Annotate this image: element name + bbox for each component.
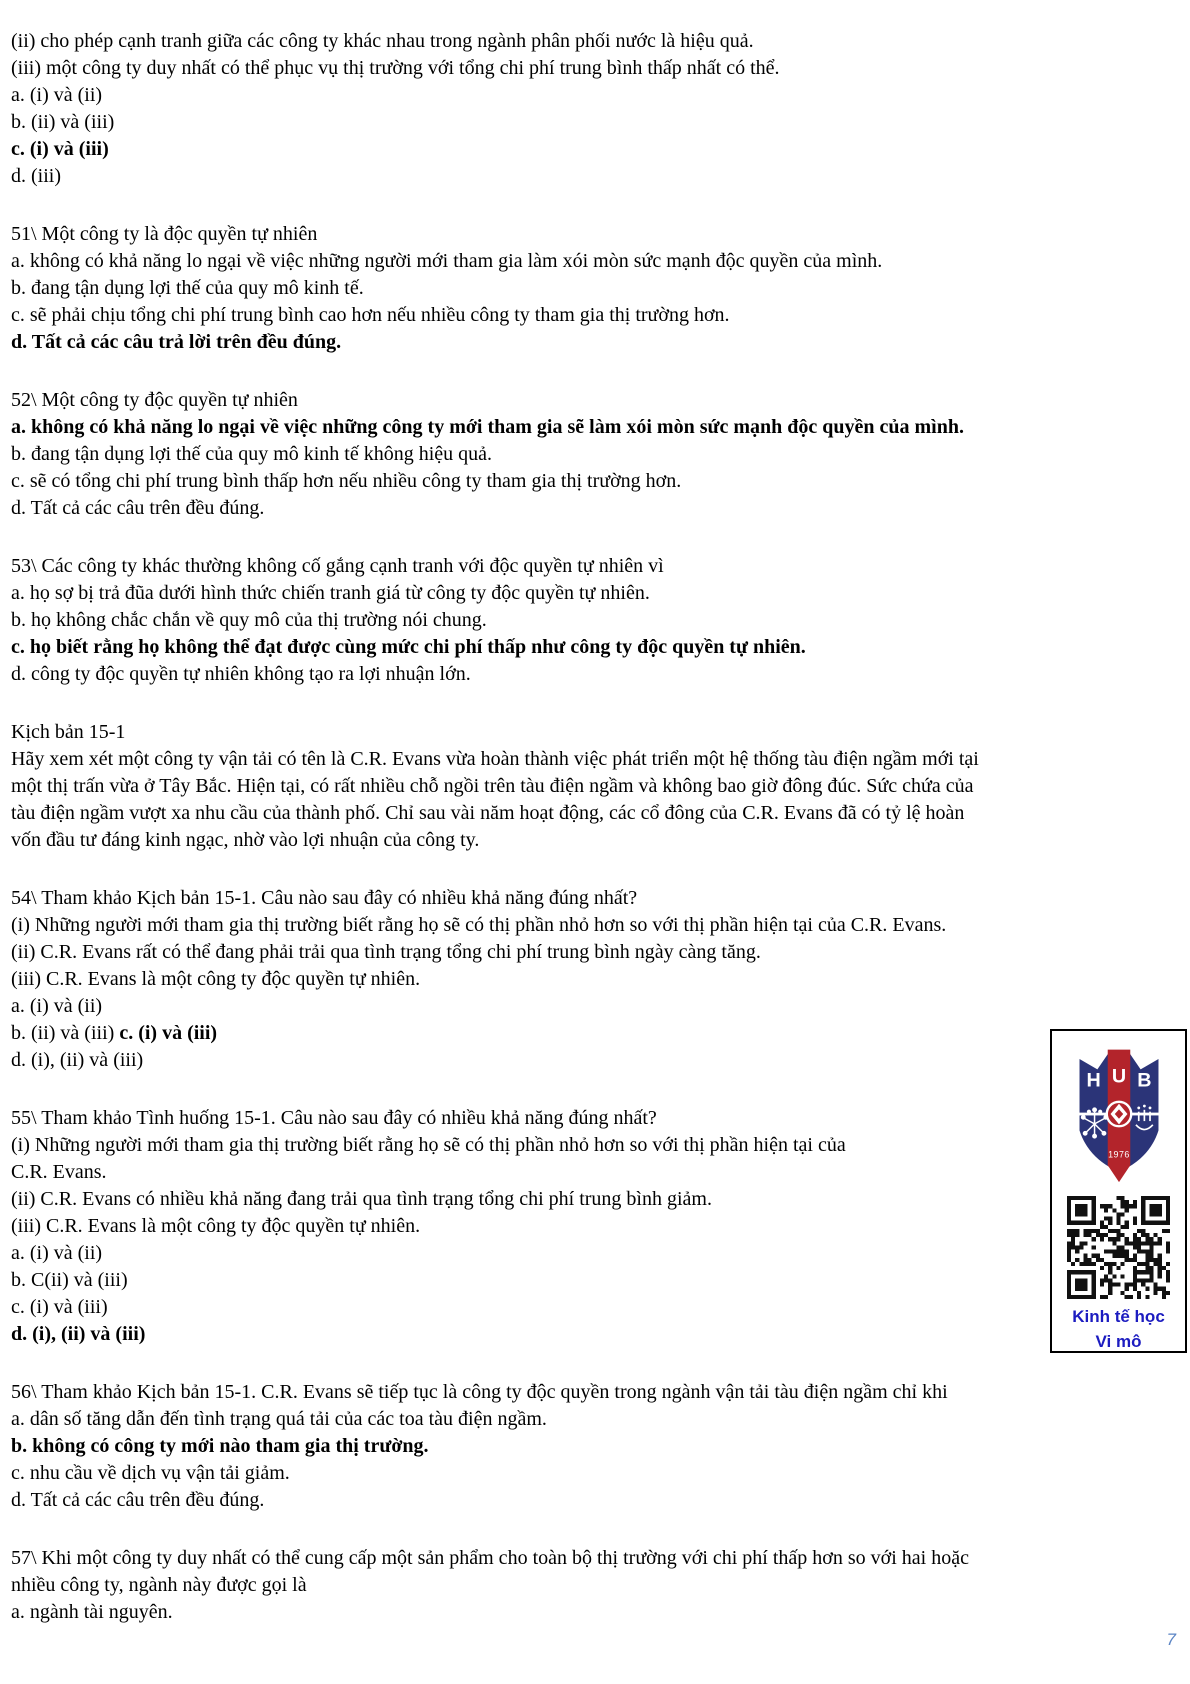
line-segment: c. nhu cầu về dịch vụ vận tải giảm. [11, 1462, 290, 1484]
line-segment: d. Tất cả các câu trả lời trên đều đúng. [11, 331, 342, 353]
document-line [11, 1240, 1182, 1267]
document-line [11, 329, 1182, 356]
document-line [11, 912, 1182, 939]
line-segment: vốn đầu tư đáng kinh ngạc, nhờ vào lợi nhuận của công ty. [11, 829, 480, 851]
line-segment: 57\ Khi một công ty duy nhất có thể cung cấp một sản phẩm cho toàn bộ thị trường với chi phí thấp hơn so với hai hoặc [11, 1547, 969, 1569]
line-segment: (iii) C.R. Evans là một công ty độc quyền tự nhiên. [11, 1215, 421, 1237]
document-line [11, 468, 1182, 495]
line-segment: a. không có khả năng lo ngại về việc những người mới tham gia làm xói mòn sức mạnh độc quyền của mình. [11, 250, 883, 272]
line-segment: 56\ Tham khảo Kịch bản 15-1. C.R. Evans sẽ tiếp tục là công ty độc quyền trong ngành vận tải tàu điện ngầm chỉ khi [11, 1381, 948, 1403]
line-segment: a. ngành tài nguyên. [11, 1601, 173, 1623]
document-line [11, 109, 1182, 136]
document-line [11, 163, 1182, 190]
line-segment: 52\ Một công ty độc quyền tự nhiên [11, 389, 298, 411]
badge-caption-level: Vi mô [1095, 1332, 1142, 1351]
document-line [11, 580, 1182, 607]
line-segment: a. (i) và (ii) [11, 1242, 103, 1264]
question-54 [11, 885, 1182, 1074]
line-segment: 51\ Một công ty là độc quyền tự nhiên [11, 223, 318, 245]
line-segment: b. không có công ty mới nào tham gia thị trường. [11, 1435, 429, 1457]
document-line [11, 827, 1182, 854]
line-segment: (ii) C.R. Evans rất có thể đang phải trải qua tình trạng tổng chi phí trung bình ngày càng tăng. [11, 941, 761, 963]
line-segment: a. (i) và (ii) [11, 84, 103, 106]
line-segment: a. dân số tăng dẫn đến tình trạng quá tải của các toa tàu điện ngầm. [11, 1408, 547, 1430]
document-line [11, 275, 1182, 302]
line-segment: d. (i), (ii) và (iii) [11, 1323, 146, 1345]
document-line [11, 1545, 1182, 1572]
hub-logo-icon [1072, 1044, 1166, 1185]
line-segment: a. họ sợ bị trả đũa dưới hình thức chiến tranh giá từ công ty độc quyền tự nhiên. [11, 582, 650, 604]
document-line [11, 1460, 1182, 1487]
document-line [11, 1186, 1182, 1213]
document-line [11, 800, 1182, 827]
qr-code [1067, 1196, 1170, 1299]
document-line [11, 1487, 1182, 1514]
document-line [11, 136, 1182, 163]
line-segment: b. đang tận dụng lợi thế của quy mô kinh tế. [11, 277, 364, 299]
document-line [11, 1321, 1182, 1348]
line-segment: (i) Những người mới tham gia thị trường biết rằng họ sẽ có thị phần nhỏ hơn so với thị phần hiện tại của C.R. Evans. [11, 914, 947, 936]
document-line [11, 28, 1182, 55]
document-line [11, 1047, 1182, 1074]
question-52 [11, 387, 1182, 522]
line-segment: d. (i), (ii) và (iii) [11, 1049, 144, 1071]
document-line [11, 885, 1182, 912]
line-segment: c. họ biết rằng họ không thể đạt được cùng mức chi phí thấp như công ty độc quyền tự nhiên. [11, 636, 806, 658]
line-segment: c. (i) và (iii) [11, 138, 109, 160]
line-segment: c. (i) và (iii) [119, 1022, 218, 1044]
document-line [11, 1020, 1182, 1047]
line-segment: tàu điện ngầm vượt xa nhu cầu của thành phố. Chỉ sau vài năm hoạt động, các cổ đông của C.R. Evans đã có tỷ lệ hoàn [11, 802, 965, 824]
line-segment: d. Tất cả các câu trên đều đúng. [11, 1489, 265, 1511]
scenario-15-1 [11, 719, 1182, 854]
line-segment: b. C(ii) và (iii) [11, 1269, 128, 1291]
document-line [11, 1267, 1182, 1294]
document-line [11, 746, 1182, 773]
line-segment: C.R. Evans. [11, 1161, 107, 1183]
line-segment: (iii) một công ty duy nhất có thể phục vụ thị trường với tổng chi phí trung bình thấp nhất có thể. [11, 57, 780, 79]
line-segment: c. sẽ có tổng chi phí trung bình thấp hơn nếu nhiều công ty tham gia thị trường hơn. [11, 470, 682, 492]
page-number: 7 [1166, 1630, 1176, 1649]
question-55 [11, 1105, 1182, 1348]
document-line [11, 1599, 1182, 1626]
document-line [11, 1132, 1182, 1159]
document-line [11, 719, 1182, 746]
line-segment: d. công ty độc quyền tự nhiên không tạo ra lợi nhuận lớn. [11, 663, 471, 685]
document-line [11, 414, 1182, 441]
question-56 [11, 1379, 1182, 1514]
question-51 [11, 221, 1182, 356]
line-segment: một thị trấn vừa ở Tây Bắc. Hiện tại, có rất nhiều chỗ ngồi trên tàu điện ngầm và không bao giờ đông đúc. Sức chứa của [11, 775, 974, 797]
document-line [11, 1433, 1182, 1460]
document-line [11, 966, 1182, 993]
document-line [11, 661, 1182, 688]
document-line [11, 993, 1182, 1020]
logo-year: 1976 [1107, 1149, 1130, 1160]
line-segment: (ii) cho phép cạnh tranh giữa các công ty khác nhau trong ngành phân phối nước là hiệu quả. [11, 30, 754, 52]
document-line [11, 1294, 1182, 1321]
line-segment: nhiều công ty, ngành này được gọi là [11, 1574, 307, 1596]
document-line [11, 773, 1182, 800]
document-line [11, 1406, 1182, 1433]
document-line [11, 939, 1182, 966]
document-line [11, 495, 1182, 522]
line-segment: a. không có khả năng lo ngại về việc những công ty mới tham gia sẽ làm xói mòn sức mạnh độc quyền của mình. [11, 416, 964, 438]
line-segment: Hãy xem xét một công ty vận tải có tên là C.R. Evans vừa hoàn thành việc phát triển một hệ thống tàu điện ngầm mới tại [11, 748, 979, 770]
question-57 [11, 1545, 1182, 1626]
badge-caption-subject: Kinh tế học [1072, 1307, 1165, 1326]
document-line [11, 1105, 1182, 1132]
line-segment: (iii) C.R. Evans là một công ty độc quyền tự nhiên. [11, 968, 421, 990]
question-53 [11, 553, 1182, 688]
document-content [11, 28, 1182, 1657]
logo-letter-h: H [1085, 1069, 1101, 1092]
line-segment: d. (iii) [11, 165, 61, 187]
line-segment: (i) Những người mới tham gia thị trường biết rằng họ sẽ có thị phần nhỏ hơn so với thị phần hiện tại của [11, 1134, 846, 1156]
line-segment: 53\ Các công ty khác thường không cố gắng cạnh tranh với độc quyền tự nhiên vì [11, 555, 664, 577]
document-line [11, 1572, 1182, 1599]
document-line [11, 55, 1182, 82]
hub-badge [1050, 1029, 1187, 1353]
line-segment: b. đang tận dụng lợi thế của quy mô kinh tế không hiệu quả. [11, 443, 493, 465]
document-line [11, 441, 1182, 468]
line-segment: b. họ không chắc chắn về quy mô của thị trường nói chung. [11, 609, 487, 631]
document-line [11, 607, 1182, 634]
document-line [11, 1213, 1182, 1240]
document-line [11, 634, 1182, 661]
question-50-options [11, 28, 1182, 190]
line-segment: b. (ii) và (iii) [11, 1022, 120, 1044]
line-segment: 55\ Tham khảo Tình huống 15-1. Câu nào sau đây có nhiều khả năng đúng nhất? [11, 1107, 657, 1129]
document-line [11, 248, 1182, 275]
document-line [11, 1379, 1182, 1406]
line-segment: b. (ii) và (iii) [11, 111, 115, 133]
document-line [11, 82, 1182, 109]
document-line [11, 553, 1182, 580]
line-segment: c. sẽ phải chịu tổng chi phí trung bình cao hơn nếu nhiều công ty tham gia thị trường hơn. [11, 304, 730, 326]
document-line [11, 302, 1182, 329]
logo-letter-b: B [1136, 1069, 1152, 1092]
logo-letter-u: U [1111, 1065, 1126, 1088]
line-segment: 54\ Tham khảo Kịch bản 15-1. Câu nào sau đây có nhiều khả năng đúng nhất? [11, 887, 638, 909]
line-segment: (ii) C.R. Evans có nhiều khả năng đang trải qua tình trạng tổng chi phí trung bình giảm. [11, 1188, 712, 1210]
document-line [11, 387, 1182, 414]
line-segment: a. (i) và (ii) [11, 995, 103, 1017]
line-segment: c. (i) và (iii) [11, 1296, 108, 1318]
document-line [11, 1159, 1182, 1186]
document-line [11, 221, 1182, 248]
line-segment: Kịch bản 15-1 [11, 721, 126, 743]
line-segment: d. Tất cả các câu trên đều đúng. [11, 497, 265, 519]
